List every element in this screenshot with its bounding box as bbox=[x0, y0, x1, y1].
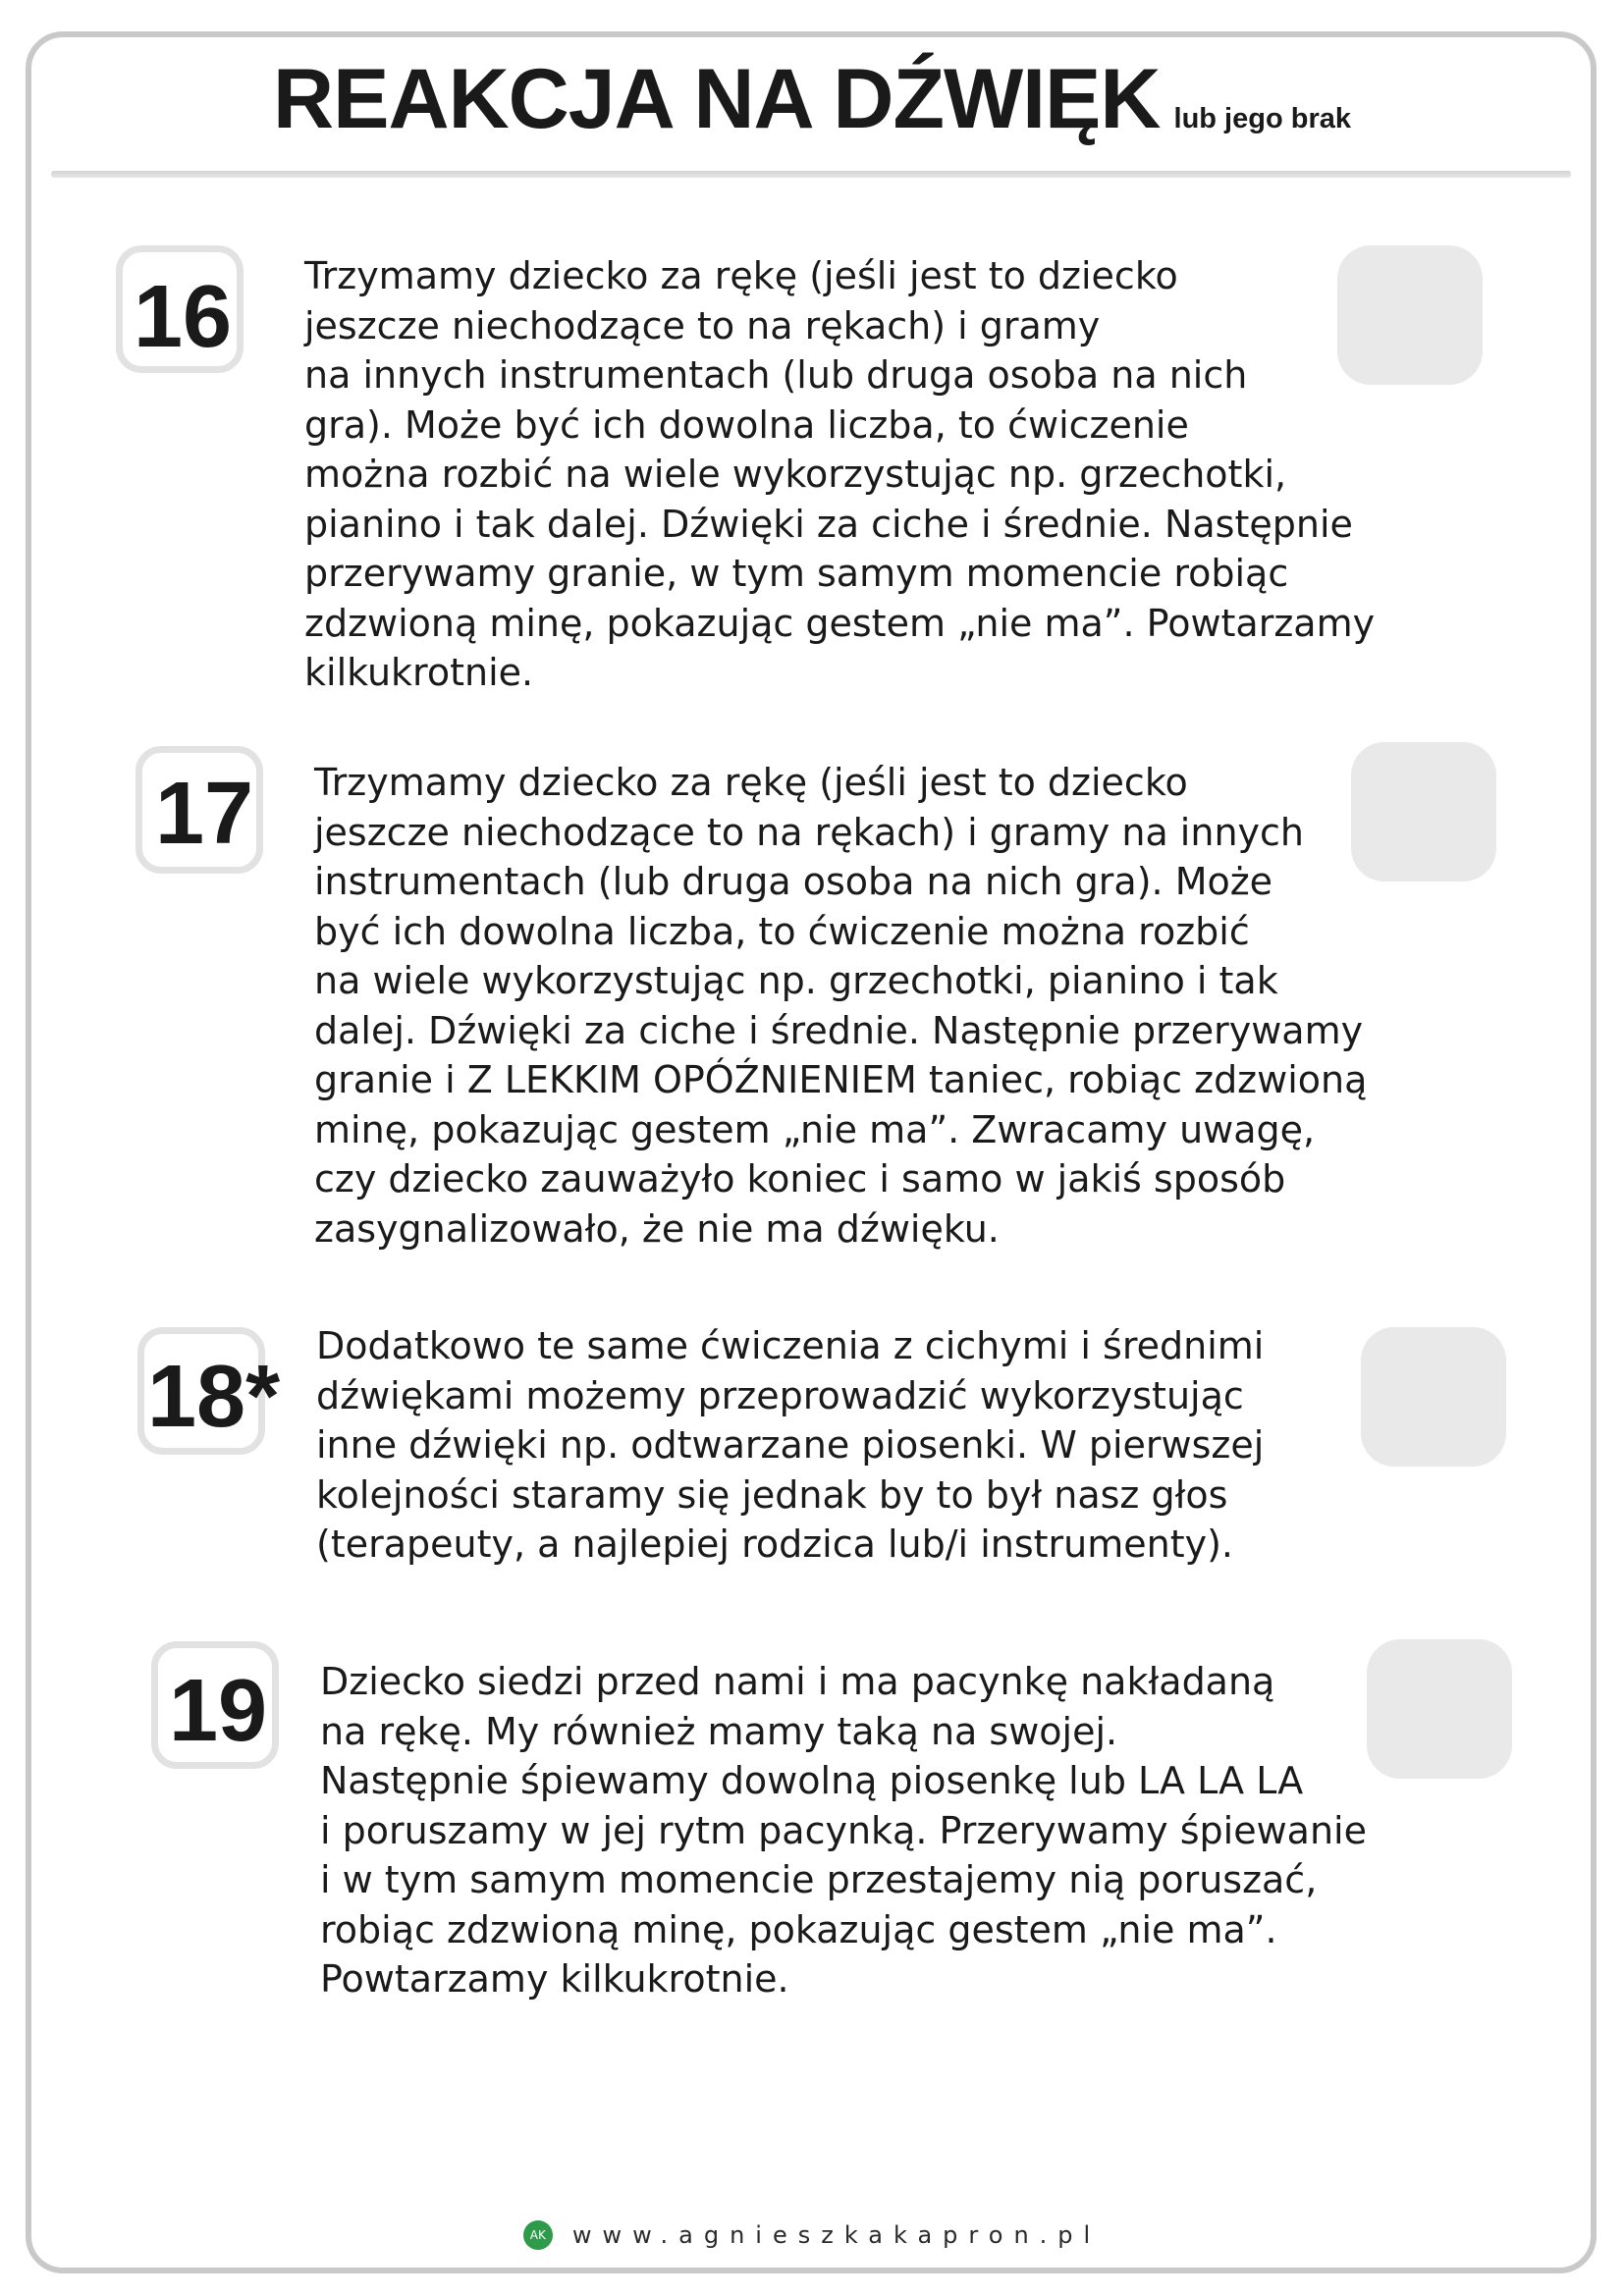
exercise-number: 18* bbox=[147, 1348, 281, 1446]
text-line: Powtarzamy kilkukrotnie. bbox=[320, 1957, 789, 2001]
text-line: i poruszamy w jej rytm pacynką. Przerywamy śpiewanie bbox=[320, 1808, 1367, 1852]
checkbox-17[interactable] bbox=[1351, 742, 1496, 881]
text-line: (terapeuty, a najlepiej rodzica lub/i instrumenty). bbox=[316, 1522, 1234, 1566]
text-line: Trzymamy dziecko za rękę (jeśli jest to dziecko bbox=[304, 254, 1178, 297]
exercise-text bbox=[304, 251, 1375, 698]
footer bbox=[0, 2220, 1624, 2250]
exercise-number: 17 bbox=[155, 765, 254, 863]
text-line: instrumentach (lub druga osoba na nich gra). Może bbox=[314, 860, 1273, 903]
brand-logo-icon: AK bbox=[523, 2220, 553, 2250]
website-link[interactable]: www.agnieszkakapron.pl bbox=[571, 2221, 1102, 2249]
text-line: i w tym samym momencie przestajemy nią poruszać, bbox=[320, 1858, 1318, 1901]
text-line: granie i Z LEKKIM OPÓŹNIENIEM taniec, robiąc zdzwioną bbox=[314, 1058, 1368, 1101]
text-line: Dziecko siedzi przed nami i ma pacynkę nakładaną bbox=[320, 1660, 1275, 1703]
text-line: na wiele wykorzystując np. grzechotki, pianino i tak bbox=[314, 959, 1278, 1002]
page-title: REAKCJA NA DŹWIĘK bbox=[273, 52, 1161, 146]
text-line: Następnie śpiewamy dowolną piosenkę lub LA LA LA bbox=[320, 1759, 1304, 1802]
text-line: zasygnalizowało, że nie ma dźwięku. bbox=[314, 1206, 1000, 1251]
header-divider bbox=[51, 171, 1571, 178]
header bbox=[0, 51, 1624, 148]
text-line: na innych instrumentach (lub druga osoba na nich bbox=[304, 353, 1248, 397]
text-line: być ich dowolna liczba, to ćwiczenie można rozbić bbox=[314, 909, 1250, 953]
text-line: Trzymamy dziecko za rękę (jeśli jest to dziecko bbox=[314, 761, 1188, 804]
checkbox-19[interactable] bbox=[1367, 1639, 1512, 1779]
text-line: Dodatkowo te same ćwiczenia z cichymi i średnimi bbox=[316, 1324, 1265, 1367]
text-line: minę, pokazując gestem „nie ma”. Zwracamy uwagę, bbox=[314, 1107, 1316, 1151]
exercise-number: 19 bbox=[169, 1662, 268, 1760]
text-line: zdzwioną minę, pokazując gestem „nie ma”. Powtarzamy bbox=[304, 601, 1376, 645]
exercise-text bbox=[320, 1657, 1367, 2004]
checkbox-18[interactable] bbox=[1361, 1327, 1506, 1467]
text-line: gra). Może być ich dowolna liczba, to ćwiczenie bbox=[304, 402, 1189, 447]
exercise-text bbox=[316, 1321, 1264, 1570]
checkbox-16[interactable] bbox=[1337, 245, 1483, 385]
text-line: można rozbić na wiele wykorzystując np. grzechotki, bbox=[304, 453, 1287, 496]
text-line: robiąc zdzwioną minę, pokazując gestem „nie ma”. bbox=[320, 1907, 1277, 1951]
exercise-number: 16 bbox=[134, 268, 233, 366]
text-line: kolejności staramy się jednak by to był nasz głos bbox=[316, 1472, 1228, 1517]
text-line: dalej. Dźwięki za ciche i średnie. Następnie przerywamy bbox=[314, 1008, 1364, 1052]
exercise-text bbox=[314, 758, 1367, 1254]
text-line: inne dźwięki np. odtwarzane piosenki. W pierwszej bbox=[316, 1423, 1265, 1467]
text-line: kilkukrotnie. bbox=[304, 651, 534, 694]
text-line: jeszcze niechodzące to na rękach) i gramy bbox=[304, 303, 1101, 347]
text-line: czy dziecko zauważyło koniec i samo w jakiś sposób bbox=[314, 1157, 1286, 1201]
page-subtitle: lub jego brak bbox=[1173, 103, 1351, 134]
text-line: na rękę. My również mamy taką na swojej. bbox=[320, 1709, 1118, 1753]
text-line: pianino i tak dalej. Dźwięki za ciche i średnie. Następnie bbox=[304, 502, 1353, 546]
text-line: dźwiękami możemy przeprowadzić wykorzystując bbox=[316, 1373, 1244, 1417]
text-line: jeszcze niechodzące to na rękach) i gramy na innych bbox=[314, 810, 1305, 854]
text-line: przerywamy granie, w tym samym momencie robiąc bbox=[304, 552, 1289, 595]
